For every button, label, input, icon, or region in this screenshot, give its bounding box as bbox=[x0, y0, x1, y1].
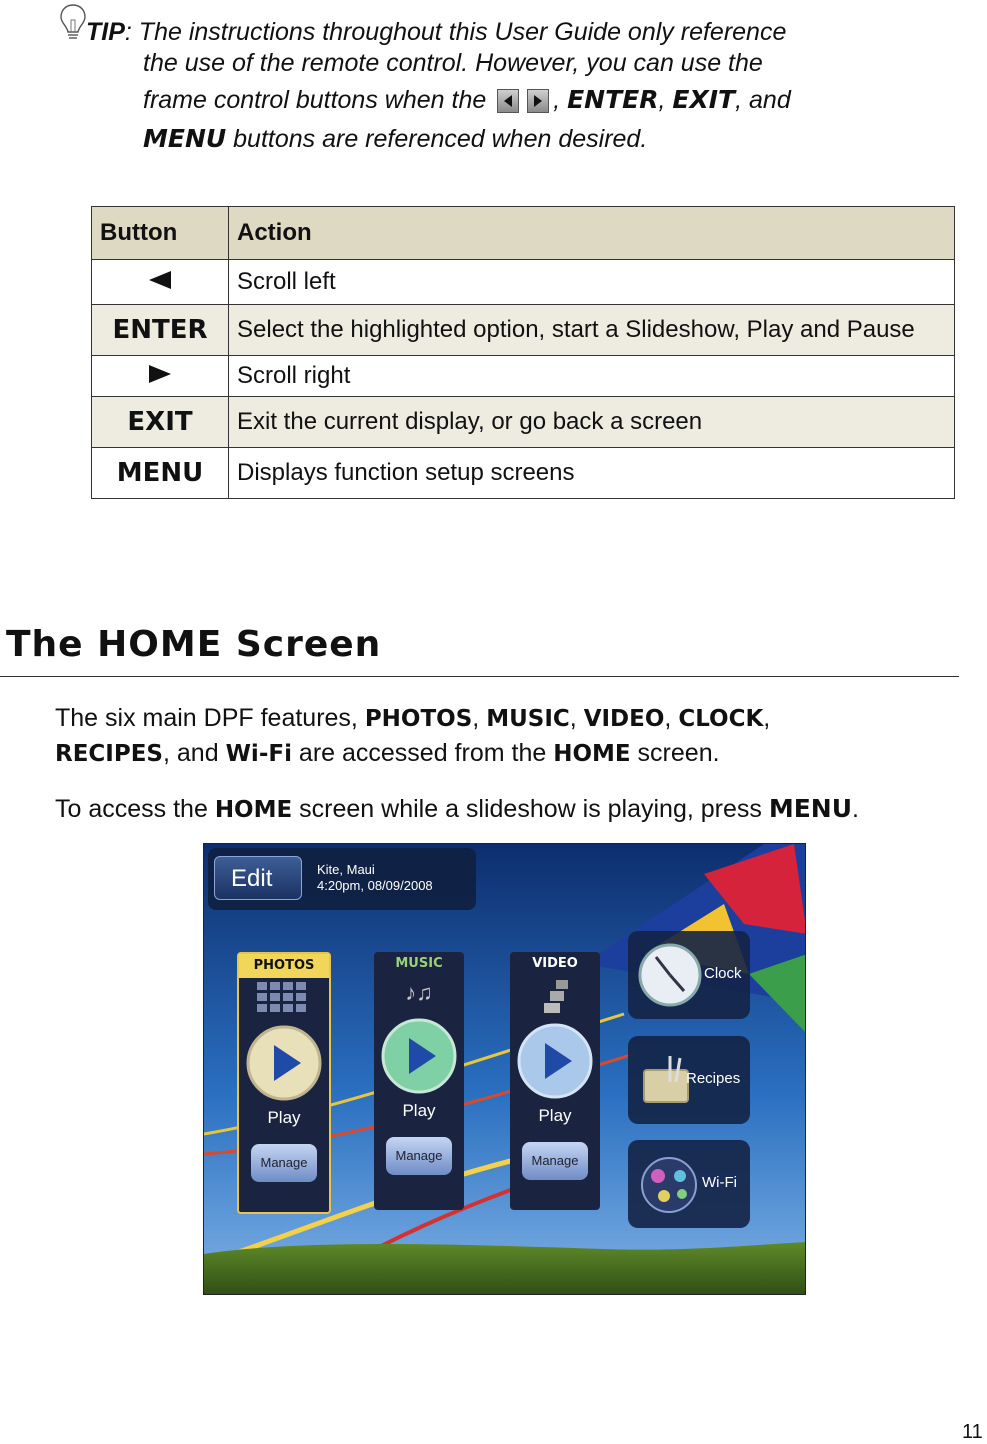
left-arrow-icon bbox=[92, 260, 229, 305]
wifi-globe-icon bbox=[638, 1154, 700, 1216]
tip-line-4: MENU buttons are referenced when desired. bbox=[143, 124, 648, 153]
tip-label: TIP bbox=[86, 18, 125, 46]
action-cell: Scroll left bbox=[229, 260, 955, 305]
button-cell: MENU bbox=[92, 448, 229, 499]
music-play-icon[interactable] bbox=[374, 1016, 464, 1096]
button-cell: EXIT bbox=[92, 397, 229, 448]
table-header-row bbox=[92, 207, 955, 260]
music-manage-button[interactable]: Manage bbox=[386, 1137, 452, 1175]
photos-card[interactable] bbox=[237, 952, 331, 1214]
frame-right-button-icon bbox=[527, 89, 549, 113]
recipes-label: Recipes bbox=[686, 1070, 741, 1087]
right-arrow-icon bbox=[92, 356, 229, 397]
photos-play-icon[interactable] bbox=[239, 1023, 329, 1103]
action-cell: Exit the current display, or go back a screen bbox=[229, 397, 955, 448]
video-title: VIDEO bbox=[532, 956, 578, 971]
paragraph-features-line1: The six main DPF features, PHOTOS, MUSIC, VIDEO, CLOCK, bbox=[55, 704, 771, 732]
table-row bbox=[92, 448, 955, 499]
wifi-button[interactable] bbox=[628, 1140, 750, 1228]
recipes-button[interactable] bbox=[628, 1036, 750, 1124]
table-row bbox=[92, 305, 955, 356]
tip-line-3: frame control buttons when the , ENTER, EXIT, and bbox=[143, 85, 791, 114]
photos-title: PHOTOS bbox=[239, 954, 329, 978]
photos-play-label[interactable]: Play bbox=[267, 1108, 301, 1127]
photos-manage-button[interactable]: Manage bbox=[251, 1144, 317, 1182]
table-row bbox=[92, 356, 955, 397]
video-card[interactable] bbox=[510, 952, 600, 1210]
page-number: 11 bbox=[962, 1421, 983, 1443]
video-play-icon[interactable] bbox=[510, 1021, 600, 1101]
caption-title: Kite, Maui bbox=[317, 862, 375, 877]
clock-label: Clock bbox=[704, 965, 742, 982]
edit-button[interactable]: Edit bbox=[214, 856, 302, 900]
header-action: Action bbox=[229, 207, 955, 260]
tip-line-1: TIP: The instructions throughout this User Guide only reference bbox=[86, 18, 787, 46]
caption-timestamp: 4:20pm, 08/09/2008 bbox=[317, 878, 433, 893]
header-button: Button bbox=[92, 207, 229, 260]
video-stack-icon bbox=[510, 976, 600, 1016]
action-cell: Scroll right bbox=[229, 356, 955, 397]
music-card[interactable] bbox=[374, 952, 464, 1210]
table-row bbox=[92, 397, 955, 448]
action-cell: Select the highlighted option, start a Slideshow, Play and Pause bbox=[229, 305, 955, 356]
clock-button[interactable] bbox=[628, 931, 750, 1019]
table-row bbox=[92, 260, 955, 305]
tip-line-2: the use of the remote control. However, you can use the bbox=[143, 49, 763, 77]
clock-icon bbox=[636, 941, 704, 1009]
button-action-table bbox=[91, 206, 955, 499]
music-title: MUSIC bbox=[395, 956, 443, 971]
video-manage-button[interactable]: Manage bbox=[522, 1142, 588, 1180]
lightbulb-icon bbox=[58, 2, 88, 47]
photo-caption bbox=[317, 862, 433, 894]
photos-grid-icon bbox=[239, 978, 329, 1018]
button-cell: ENTER bbox=[92, 305, 229, 356]
music-notes-icon: ♪♫ bbox=[405, 980, 433, 1005]
section-title: The HOME Screen bbox=[6, 624, 382, 665]
section-divider bbox=[0, 676, 959, 677]
frame-left-button-icon bbox=[497, 89, 519, 113]
paragraph-features-line2: RECIPES, and Wi-Fi are accessed from the HOME screen. bbox=[55, 739, 720, 767]
paragraph-access-home: To access the HOME screen while a slideshow is playing, press MENU. bbox=[55, 794, 859, 823]
action-cell: Displays function setup screens bbox=[229, 448, 955, 499]
music-play-label[interactable]: Play bbox=[402, 1101, 436, 1120]
home-screen-screenshot bbox=[203, 843, 806, 1295]
wifi-label: Wi-Fi bbox=[702, 1174, 737, 1191]
video-play-label[interactable]: Play bbox=[538, 1106, 572, 1125]
